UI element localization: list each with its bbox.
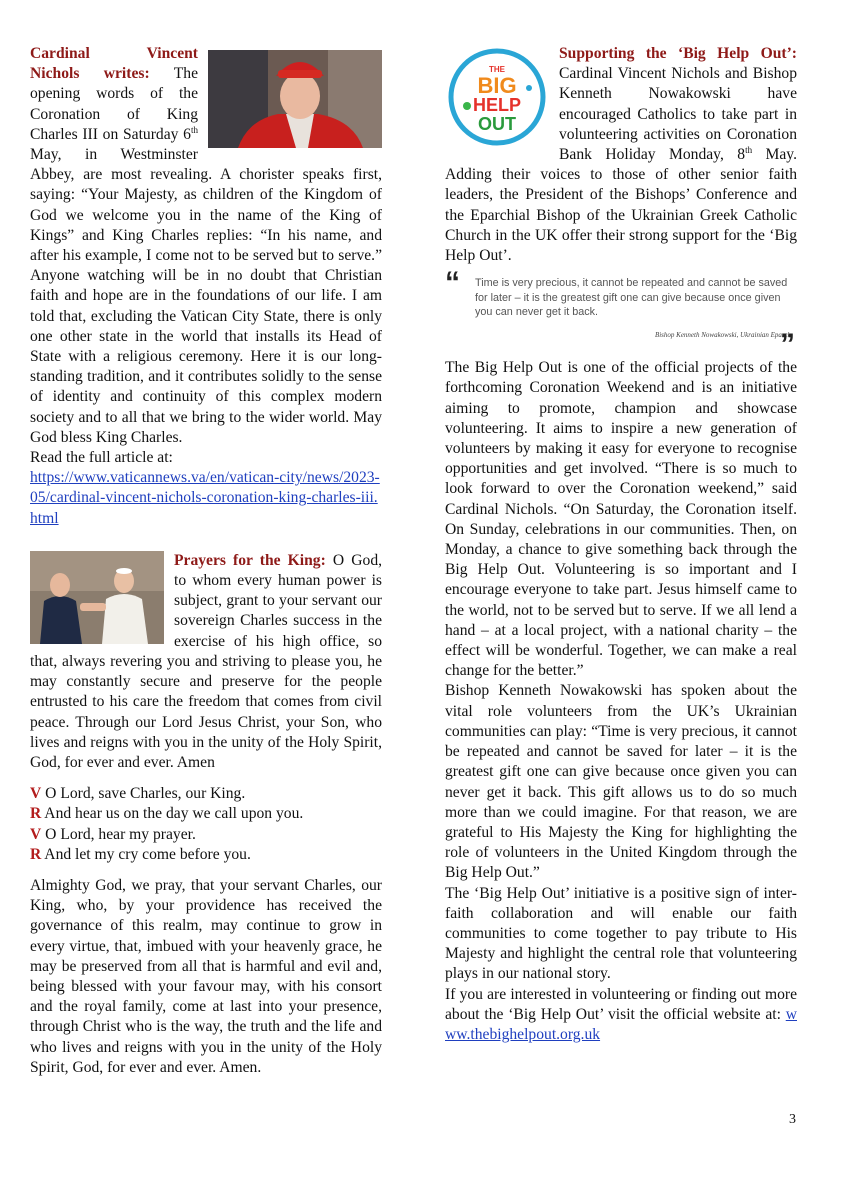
left-column — [30, 44, 382, 1078]
volunteer-info-text: If you are interested in volunteering or finding out more about the ‘Big Help Out’ visit the official website at: — [445, 985, 797, 1023]
pull-quote — [445, 266, 797, 362]
right-column — [445, 44, 797, 1045]
article-link[interactable]: https://www.vaticannews.va/en/vatican-city/news/2023-05/cardinal-vincent-nichols-coronation-king-charles-iii.html — [30, 469, 380, 527]
logo-word: OUT — [478, 114, 516, 134]
pull-quote-text: Time is very precious, it cannot be repeated and cannot be saved for later – it is the greatest gift one can give because once given you can never get it back. — [475, 277, 788, 319]
big-help-out-logo — [447, 48, 547, 146]
logo-word: BIG — [477, 73, 517, 98]
ordinal-suffix: th — [190, 124, 198, 135]
website-link[interactable]: www.thebighelpout.org.uk — [445, 1005, 797, 1043]
cardinal-article-text: The opening words of the Coronation of King Charles III on Saturday 6 — [30, 65, 198, 143]
versicle-mark: V — [30, 785, 42, 803]
big-help-out-intro-cont: May. Adding their voices to those of other senior faith leaders, the President of the Bishops’ Conference and the Eparchial Bishop of the Ukrainian Greek Catholic Church in the UK offer their strong support for the ‘Big Help Out’. — [445, 146, 797, 265]
cardinal-photo — [208, 50, 382, 148]
versicle-text: O Lord, save Charles, our King. — [41, 785, 246, 803]
prayers-heading: Prayers for the King: — [174, 551, 326, 569]
pull-quote-attribution: Bishop Kenneth Nowakowski, Ukrainian Eparch — [654, 331, 791, 340]
close-quote-icon: ” — [780, 328, 795, 362]
read-more-label: Read the full article at: — [30, 449, 173, 467]
versicle-mark: V — [30, 825, 42, 843]
response-mark: R — [30, 845, 42, 863]
prayers-text: O God, to whom every human power is subject, grant to your servant our sovereign Charles success in the exercise of his high office, so that, always revering you and striving to please you, he may constantly secure and preserve for the people entrusted to his care the freedom that comes from civil peace. Through our Lord Jesus Christ, your Son, who lives and reigns with you in the unity of the Holy Spirit, God, for ever and ever. Amen — [30, 551, 383, 771]
versicles — [30, 784, 382, 865]
interfaith-paragraph: The ‘Big Help Out’ initiative is a positive sign of inter-faith collaboration and will enable our faith communities to come together to pay tribute to His Majesty and highlight the central role that volunteering plays in our national story. — [445, 884, 797, 983]
big-help-out-heading: Supporting the ‘Big Help Out’: — [559, 45, 797, 62]
king-and-pope-photo — [30, 551, 164, 644]
open-quote-icon: “ — [445, 266, 460, 300]
big-help-out-paragraph: The Big Help Out is one of the official projects of the forthcoming Coronation Weekend and is an initiative aiming to promote, champion and showcase volunteering. It aims to inspire a new generation of volunteers by making it easy for everyone to recognise opportunities and get involved. “There is so much to look forward to over the Coronation weekend,” said Cardinal Nichols. “On Saturday, the Coronation itself. On Sunday, celebrations in our communities. Then, on Monday, a chance to give something back through the Big Help Out. Volunteering is so important and I encourage everyone to take part. Jesus himself came to the world, not to be served but to serve. If we all lend a hand – at a local project, with a national charity – the effect will be wonderful. Together, we can make a real change for the better.” — [445, 359, 797, 680]
logo-word: HELP — [472, 95, 522, 115]
response-text: And let my cry come before you. — [41, 845, 251, 863]
nowakowski-paragraph: Bishop Kenneth Nowakowski has spoken about the vital role volunteers from the UK’s Ukrainian communities can play: “Time is very precious, it cannot be repeated and cannot be saved for later – it is the greatest gift one can give because once given you can never get it back. This gift allows us to do so much more than we could imagine. For that reason, we are grateful to His Majesty the King for highlighting the role of volunteers in the United Kingdom through the Big Help Out.” — [445, 682, 797, 882]
ordinal-suffix: th — [745, 144, 753, 155]
final-prayer: Almighty God, we pray, that your servant Charles, our King, who, by your providence has received the governance of this realm, may continue to grow in every virtue, that, imbued with your heavenly grace, he may be preserved from all that is harmful and evil and, being blessed with your favour may, with his consort and the royal family, come at last into your presence, through Christ who is the way, the truth and the life and who lives and reigns with you in the unity of the Holy Spirit, God, for ever and ever. Amen. — [30, 876, 382, 1076]
big-help-out-intro: Cardinal Vincent Nichols and Bishop Kenneth Nowakowski have encouraged Catholics to take part in volunteering activities on Coronation Bank Holiday Monday, 8 — [559, 65, 797, 164]
cardinal-article-heading: Cardinal Vincent Nichols writes: — [30, 45, 198, 83]
logo-word: THE — [489, 65, 505, 74]
versicle-text: O Lord, hear my prayer. — [41, 825, 196, 843]
page-number: 3 — [789, 1112, 796, 1127]
response-mark: R — [30, 805, 42, 823]
cardinal-article-text-cont: May, in Westminster Abbey, are most revealing. A chorister speaks first, saying: “Your Majesty, as children of the Kingdom of God we welcome you in the name of the King of Kings” and King Charles replies: “In his name, and after his example, I come not to be served but to serve.” Anyone watching will be in no doubt that Christian faith and hope are in the foundations of our life. I am told that, excluding the Vatican City State, there is only one other state in the world that installs its Head of State with a religious ceremony. Here it is our long-standing tradition, and it contributes solidly to the sense of identity and continuity of this complex modern society and to all that we bring to the wider world. May God bless King Charles. — [30, 146, 382, 446]
response-text: And hear us on the day we call upon you. — [41, 805, 304, 823]
